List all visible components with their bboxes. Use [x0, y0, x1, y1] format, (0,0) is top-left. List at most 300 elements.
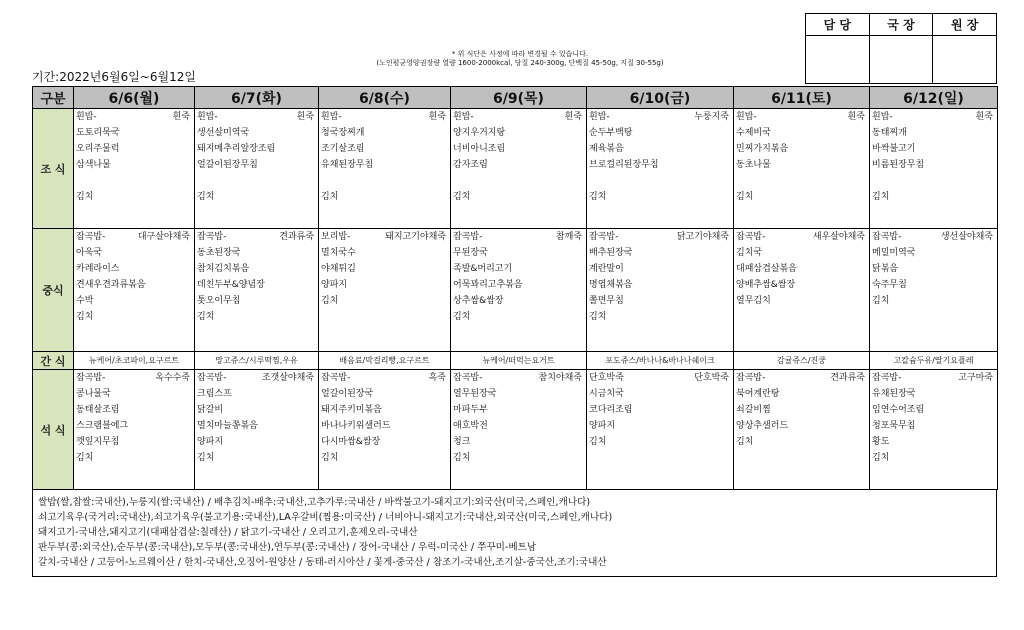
menu-item-main: 데친두부&양념장 — [197, 280, 265, 290]
menu-item-main: 동초나물 — [736, 160, 771, 170]
menu-item-main: 청국장찌개 — [321, 128, 365, 138]
menu-item — [321, 402, 448, 418]
menu-cell — [319, 370, 451, 490]
menu-cell — [870, 109, 998, 229]
menu-item-main: 김치 — [321, 453, 339, 463]
origin-line: 갈치-국내산 / 고등어-노르웨이산 / 한치-국내산,오징어-원양산 / 동태-러시아산 / 꽃게-중국산 / 참조기-국내산,조기살-중국산,조기:국내산 — [38, 557, 607, 568]
snack-cell: 감귤쥬스/진쿵 — [734, 352, 870, 370]
menu-item-main: 조기살조림 — [321, 144, 365, 154]
menu-item-porridge — [729, 386, 731, 402]
menu-item-porridge — [314, 386, 316, 402]
menu-item-porridge — [190, 402, 192, 418]
menu-item-main: 쇠갈비찜 — [736, 405, 771, 415]
menu-item-porridge — [190, 450, 192, 466]
menu-item — [197, 173, 316, 189]
menu-item-porridge — [729, 189, 731, 205]
menu-item-main: 멸치국수 — [321, 248, 356, 258]
menu-item-porridge — [582, 309, 584, 325]
menu-item-porridge — [865, 277, 867, 293]
menu-item-porridge: 흰죽 — [975, 112, 993, 122]
menu-item-main: 김치 — [872, 453, 890, 463]
menu-item-main: 김치 — [76, 312, 94, 322]
menu-item-porridge — [314, 418, 316, 434]
approval-label: 담 당 — [806, 14, 870, 36]
menu-item-main: 브로컬리된장무침 — [589, 160, 659, 170]
menu-item-porridge — [190, 157, 192, 173]
menu-item — [321, 125, 448, 141]
menu-item-main: 양파지 — [589, 421, 616, 431]
menu-item — [197, 157, 316, 173]
menu-item — [736, 450, 867, 466]
menu-cell — [195, 109, 319, 229]
menu-item — [453, 261, 584, 277]
menu-item-porridge — [729, 277, 731, 293]
menu-item-main: 감자조림 — [453, 160, 488, 170]
menu-item-porridge — [446, 125, 448, 141]
menu-item — [589, 386, 731, 402]
meal-label: 간 식 — [33, 352, 74, 370]
menu-item — [872, 261, 995, 277]
menu-item-porridge — [582, 386, 584, 402]
menu-item-porridge — [314, 402, 316, 418]
menu-item-porridge — [446, 173, 448, 189]
menu-item-porridge — [446, 141, 448, 157]
menu-item-main: 양파지 — [321, 280, 348, 290]
menu-item — [321, 189, 448, 205]
menu-item-porridge — [314, 277, 316, 293]
menu-item-main: 청크 — [453, 437, 471, 447]
menu-item-porridge — [314, 293, 316, 309]
menu-cell — [870, 229, 998, 352]
menu-item — [589, 370, 731, 386]
menu-item-main: 김치 — [589, 437, 607, 447]
menu-item-porridge: 옥수수죽 — [155, 373, 190, 383]
menu-item — [321, 109, 448, 125]
menu-item-porridge — [865, 261, 867, 277]
menu-item-porridge — [865, 450, 867, 466]
menu-item-porridge — [993, 402, 995, 418]
menu-item-main: 쫄면무침 — [589, 296, 624, 306]
menu-item-main: 명엽채볶음 — [589, 280, 633, 290]
meal-label: 조 식 — [33, 109, 74, 229]
snack-cell: 뉴케어/떠먹는요거트 — [451, 352, 587, 370]
day-header: 6/10(금) — [587, 87, 734, 109]
snack-cell: 고칼슘두유/딸기요플레 — [870, 352, 998, 370]
menu-item-porridge — [190, 418, 192, 434]
menu-item-porridge — [314, 125, 316, 141]
menu-item-main: 크림스프 — [197, 389, 232, 399]
day-header: 6/7(화) — [195, 87, 319, 109]
menu-item-porridge: 흰죽 — [296, 112, 314, 122]
menu-item — [321, 370, 448, 386]
menu-item-porridge — [582, 189, 584, 205]
menu-item-main: 코다리조림 — [589, 405, 633, 415]
menu-item-porridge — [729, 402, 731, 418]
menu-item — [736, 189, 867, 205]
menu-item — [76, 402, 192, 418]
menu-item — [76, 109, 192, 125]
menu-item — [76, 434, 192, 450]
menu-item-porridge — [865, 386, 867, 402]
menu-item-porridge — [314, 434, 316, 450]
menu-item-main: 바나나키위샐러드 — [321, 421, 391, 431]
menu-item-main: 김치 — [453, 453, 471, 463]
menu-item-porridge — [865, 141, 867, 157]
menu-item-porridge — [582, 245, 584, 261]
menu-item — [453, 418, 584, 434]
menu-item — [197, 402, 316, 418]
menu-item-main: 흰밥- — [76, 112, 97, 122]
menu-item-main: 동태살조림 — [76, 405, 120, 415]
menu-item-porridge — [729, 173, 731, 189]
menu-item — [736, 141, 867, 157]
menu-item — [589, 450, 731, 466]
menu-item-main: 흰밥- — [736, 112, 757, 122]
menu-item — [736, 229, 867, 245]
menu-item-porridge — [446, 277, 448, 293]
menu-item-porridge — [446, 261, 448, 277]
menu-item — [872, 245, 995, 261]
weekly-menu-table — [32, 86, 998, 490]
menu-item-porridge — [729, 125, 731, 141]
menu-item-main: 메밀미역국 — [872, 248, 916, 258]
snack-cell: 망고쥬스/시루떡찜,우유 — [195, 352, 319, 370]
origin-line: 쇠고기육우(국거리:국내산),쇠고기육우(불고기용:국내산),LA우갈비(찜용:미국산) / 너비아니-돼지고기:국내산,외국산(미국,스페인,캐나다) — [38, 512, 613, 523]
menu-item-main: 야채튀김 — [321, 264, 356, 274]
menu-item-porridge — [582, 434, 584, 450]
menu-item — [76, 277, 192, 293]
snack-cell: 뉴케어/초코파이,요구르트 — [74, 352, 195, 370]
menu-item-porridge — [314, 157, 316, 173]
menu-item-porridge — [314, 261, 316, 277]
menu-cell — [587, 370, 734, 490]
menu-item — [736, 434, 867, 450]
menu-item-porridge — [190, 434, 192, 450]
menu-item-porridge — [446, 189, 448, 205]
menu-cell — [319, 229, 451, 352]
menu-item-porridge: 흰죽 — [428, 112, 446, 122]
menu-item — [453, 386, 584, 402]
menu-item — [197, 125, 316, 141]
menu-item — [321, 386, 448, 402]
menu-cell — [734, 229, 870, 352]
menu-item-main: 수제비국 — [736, 128, 771, 138]
menu-item-main: 시금치국 — [589, 389, 624, 399]
menu-item-main: 제육볶음 — [589, 144, 624, 154]
menu-item-main: 잡곡밥- — [453, 373, 483, 383]
menu-item-porridge — [993, 434, 995, 450]
menu-item-main: 스크램블에그 — [76, 421, 129, 431]
menu-item-porridge: 누룽지죽 — [694, 112, 729, 122]
meal-row-lunch — [33, 229, 998, 352]
menu-item-porridge — [993, 450, 995, 466]
menu-item-porridge — [190, 261, 192, 277]
menu-item-main: 견새우견과류볶음 — [76, 280, 146, 290]
day-header: 6/11(토) — [734, 87, 870, 109]
menu-item-main: 비름된장무침 — [872, 160, 925, 170]
menu-item — [197, 229, 316, 245]
menu-item-main: 숙주무침 — [872, 280, 907, 290]
menu-item — [872, 109, 995, 125]
menu-item — [589, 309, 731, 325]
approval-label: 국 장 — [869, 14, 933, 36]
menu-item — [872, 418, 995, 434]
menu-item-main: 김치 — [872, 192, 890, 202]
meal-label: 석 식 — [33, 370, 74, 490]
menu-item-porridge — [582, 402, 584, 418]
menu-item — [736, 370, 867, 386]
menu-item-main: 김치 — [736, 437, 754, 447]
menu-item-porridge — [582, 125, 584, 141]
menu-item — [736, 125, 867, 141]
menu-item-porridge — [190, 386, 192, 402]
menu-item-porridge — [993, 157, 995, 173]
menu-item — [197, 277, 316, 293]
menu-item — [872, 402, 995, 418]
menu-item-main: 흰밥- — [872, 112, 893, 122]
menu-item-porridge — [729, 309, 731, 325]
menu-item-main: 보리밥- — [321, 232, 351, 242]
menu-item-porridge — [446, 309, 448, 325]
menu-cell — [734, 370, 870, 490]
menu-item — [197, 141, 316, 157]
menu-item — [197, 450, 316, 466]
menu-item-porridge — [190, 189, 192, 205]
menu-item-porridge — [446, 245, 448, 261]
menu-item-main: 삼색나물 — [76, 160, 111, 170]
menu-item — [453, 189, 584, 205]
menu-cell — [587, 229, 734, 352]
menu-item-main: 카레라이스 — [76, 264, 120, 274]
menu-item-porridge — [190, 141, 192, 157]
menu-item — [197, 418, 316, 434]
menu-item-porridge — [993, 189, 995, 205]
menu-item-porridge — [993, 141, 995, 157]
menu-item-porridge: 닭고기야채죽 — [676, 232, 729, 242]
menu-item-porridge — [865, 293, 867, 309]
menu-item-porridge — [582, 450, 584, 466]
menu-item-porridge: 새우살야채죽 — [812, 232, 865, 242]
menu-item-porridge — [993, 386, 995, 402]
menu-item-main: 김치 — [321, 296, 339, 306]
menu-item-main: 잡곡밥- — [321, 373, 351, 383]
approval-label: 원 장 — [933, 14, 997, 36]
menu-item-porridge — [993, 245, 995, 261]
menu-item — [76, 125, 192, 141]
menu-item-porridge: 대구살야채죽 — [137, 232, 190, 242]
menu-item-main: 단호박죽 — [589, 373, 624, 383]
day-header: 6/12(일) — [870, 87, 998, 109]
menu-item-porridge — [190, 277, 192, 293]
menu-item — [321, 293, 448, 309]
menu-item — [197, 293, 316, 309]
menu-item-porridge — [865, 173, 867, 189]
menu-item — [589, 418, 731, 434]
menu-item — [736, 277, 867, 293]
menu-cell — [195, 229, 319, 352]
menu-item-porridge — [314, 245, 316, 261]
menu-item-main: 양상추샐러드 — [736, 421, 789, 431]
day-header: 6/8(수) — [319, 87, 451, 109]
menu-item — [453, 157, 584, 173]
menu-item-main: 어묵꽈리고추볶음 — [453, 280, 523, 290]
menu-item-main: 잡곡밥- — [197, 373, 227, 383]
menu-item — [76, 309, 192, 325]
menu-item-porridge — [993, 277, 995, 293]
menu-item-porridge: 흰죽 — [847, 112, 865, 122]
menu-item-porridge — [190, 293, 192, 309]
menu-item — [453, 277, 584, 293]
origin-line: 돼지고기-국내산,돼지고기(대패삼겹살:칠레산) / 닭고기-국내산 / 오리고기,훈제오리-국내산 — [38, 527, 418, 538]
menu-item-porridge — [993, 125, 995, 141]
menu-item-main: 잡곡밥- — [589, 232, 619, 242]
day-header: 6/9(목) — [451, 87, 587, 109]
menu-item-main: 김치국 — [736, 248, 763, 258]
menu-item — [321, 418, 448, 434]
menu-item — [736, 261, 867, 277]
menu-item — [589, 173, 731, 189]
menu-item — [872, 157, 995, 173]
menu-item — [453, 370, 584, 386]
menu-item-porridge: 흰죽 — [172, 112, 190, 122]
menu-item-main: 대패삼겹살볶음 — [736, 264, 797, 274]
signature-cell — [806, 36, 870, 84]
menu-item-main: 양지우거지탕 — [453, 128, 506, 138]
menu-item-main: 도토리묵국 — [76, 128, 120, 138]
menu-item-porridge — [729, 450, 731, 466]
menu-item-main: 잡곡밥- — [76, 373, 106, 383]
menu-item-porridge — [446, 450, 448, 466]
menu-item — [76, 141, 192, 157]
menu-item — [589, 189, 731, 205]
menu-item-porridge — [729, 434, 731, 450]
menu-item-main: 족발&머리고기 — [453, 264, 513, 274]
menu-item-porridge — [314, 189, 316, 205]
menu-item-main: 김치 — [736, 192, 754, 202]
menu-item — [736, 157, 867, 173]
menu-item-main: 북어계란탕 — [736, 389, 780, 399]
menu-item-porridge — [865, 434, 867, 450]
menu-item — [589, 157, 731, 173]
menu-item — [321, 434, 448, 450]
menu-item — [872, 189, 995, 205]
menu-item-porridge — [446, 434, 448, 450]
menu-notice — [300, 50, 740, 68]
header-corner: 구분 — [33, 87, 74, 109]
menu-item-main: 흰밥- — [321, 112, 342, 122]
menu-item — [736, 173, 867, 189]
snack-cell: 포도쥬스/바나나&바나나쉐이크 — [587, 352, 734, 370]
menu-item-porridge — [865, 402, 867, 418]
menu-item-main: 닭볶음 — [872, 264, 899, 274]
menu-item — [321, 309, 448, 325]
menu-item-main: 흰밥- — [453, 112, 474, 122]
menu-item — [321, 173, 448, 189]
menu-item-main: 흰밥- — [197, 112, 218, 122]
menu-item — [589, 141, 731, 157]
menu-item-main: 황도 — [872, 437, 890, 447]
origin-line: 판두부(콩:외국산),순두부(콩:국내산),모두부(콩:국내산),연두부(콩:국내산) / 장어-국내산 / 우럭-미국산 / 쭈꾸미-베트남 — [38, 542, 537, 553]
menu-item-main: 깻잎지무침 — [76, 437, 120, 447]
menu-item-main: 김치 — [453, 192, 471, 202]
menu-item — [453, 434, 584, 450]
menu-item — [589, 277, 731, 293]
menu-item — [197, 261, 316, 277]
menu-item-porridge — [993, 418, 995, 434]
menu-item-main: 김치 — [197, 192, 215, 202]
menu-item-porridge — [582, 173, 584, 189]
menu-item-porridge — [729, 418, 731, 434]
menu-cell — [734, 109, 870, 229]
menu-item-main: 임연수어조림 — [872, 405, 925, 415]
menu-cell — [451, 370, 587, 490]
menu-item — [453, 141, 584, 157]
menu-item-main: 양배추쌈&쌈장 — [736, 280, 796, 290]
menu-item-main: 김치 — [76, 192, 94, 202]
menu-item — [453, 109, 584, 125]
menu-item — [321, 245, 448, 261]
menu-item — [453, 450, 584, 466]
menu-item-main: 너비아니조림 — [453, 144, 506, 154]
menu-item-porridge — [865, 157, 867, 173]
menu-cell — [587, 109, 734, 229]
menu-item-porridge — [582, 261, 584, 277]
menu-item — [872, 386, 995, 402]
menu-item-main: 동초된장국 — [197, 248, 241, 258]
approval-box — [805, 13, 997, 84]
menu-item-main: 생선살미역국 — [197, 128, 250, 138]
menu-item-main: 유채된장무침 — [321, 160, 374, 170]
menu-item-main: 오리주물럭 — [76, 144, 120, 154]
menu-period: 기간:2022년6월6일~6월12일 — [32, 70, 196, 84]
menu-item-main: 유채된장국 — [872, 389, 916, 399]
menu-item-main: 김치 — [197, 312, 215, 322]
menu-item-main: 민찌가지볶음 — [736, 144, 789, 154]
menu-item — [197, 386, 316, 402]
menu-item — [76, 245, 192, 261]
menu-item-porridge: 돼지고기야채죽 — [385, 232, 446, 242]
menu-item-main: 애호박전 — [453, 421, 488, 431]
menu-item-porridge: 조갯살야채죽 — [261, 373, 314, 383]
menu-item-main: 바싹불고기 — [872, 144, 916, 154]
notice-line: * 위 식단은 사정에 따라 변경될 수 있습니다. — [451, 50, 589, 58]
menu-item — [76, 173, 192, 189]
menu-item — [589, 109, 731, 125]
menu-item-main: 김치 — [589, 192, 607, 202]
menu-item — [872, 293, 995, 309]
menu-item-main: 잡곡밥- — [76, 232, 106, 242]
menu-item — [197, 245, 316, 261]
menu-item-main: 잡곡밥- — [872, 232, 902, 242]
menu-cell — [74, 109, 195, 229]
menu-item — [736, 293, 867, 309]
menu-item-porridge — [314, 309, 316, 325]
menu-item-porridge — [993, 309, 995, 325]
menu-item-porridge — [314, 141, 316, 157]
menu-item-porridge — [729, 245, 731, 261]
menu-item — [589, 402, 731, 418]
menu-item-main: 배추된장국 — [589, 248, 633, 258]
menu-item — [76, 370, 192, 386]
menu-item-porridge — [865, 189, 867, 205]
day-header: 6/6(월) — [74, 87, 195, 109]
menu-cell — [195, 370, 319, 490]
menu-item-porridge — [729, 141, 731, 157]
menu-item — [453, 245, 584, 261]
menu-item — [321, 229, 448, 245]
menu-cell — [74, 229, 195, 352]
menu-item — [76, 189, 192, 205]
